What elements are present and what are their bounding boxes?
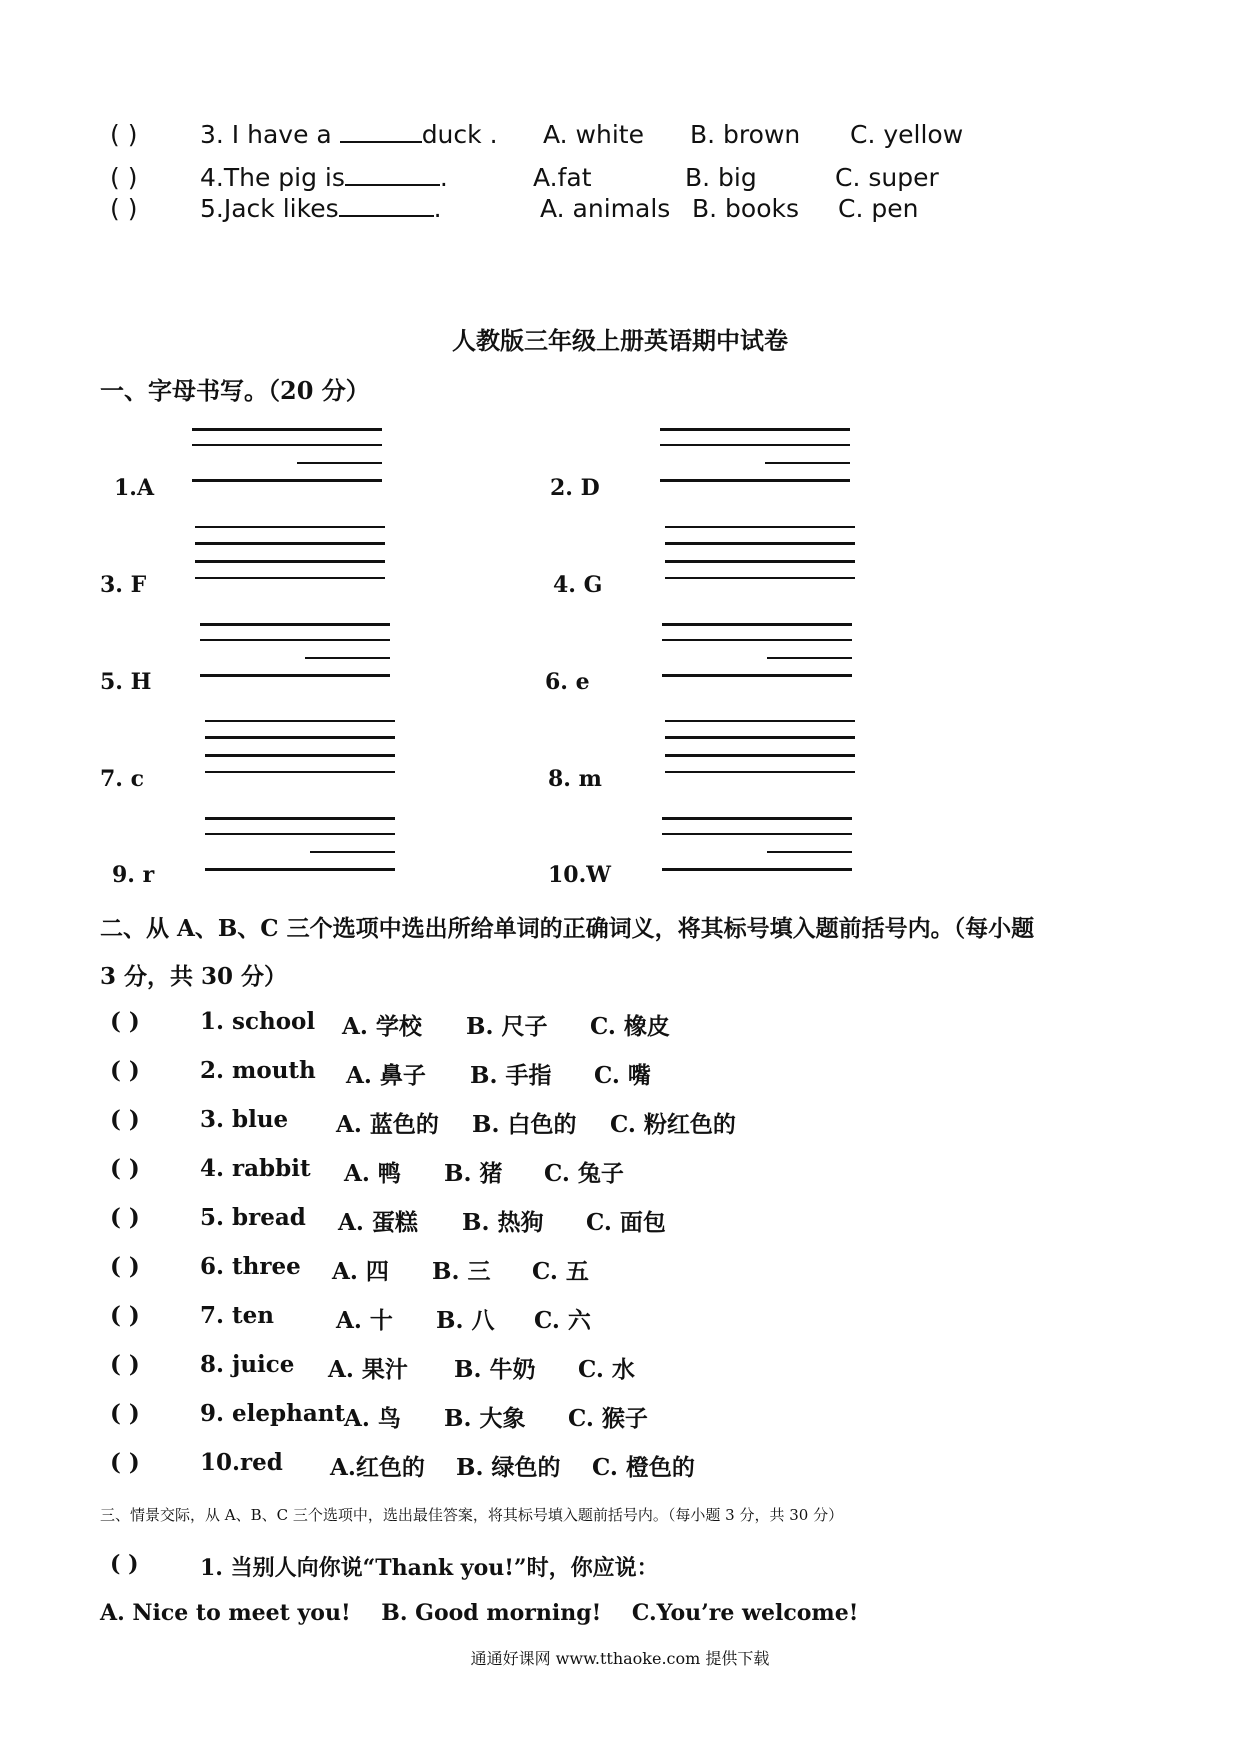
option-b: B. books bbox=[692, 194, 800, 223]
option-c: C. 五 bbox=[532, 1258, 589, 1285]
list-item bbox=[110, 1155, 624, 1187]
word: 3. blue bbox=[200, 1106, 289, 1133]
answer-paren[interactable]: ( ) bbox=[110, 1204, 140, 1231]
answer-paren[interactable]: ( ) bbox=[110, 1302, 140, 1329]
fill-blank[interactable] bbox=[339, 195, 434, 217]
list-item bbox=[110, 1302, 591, 1334]
option-c: C. pen bbox=[838, 194, 919, 223]
option-b: B. 牛奶 bbox=[454, 1356, 536, 1383]
letter-label: 1.A bbox=[114, 475, 155, 501]
letter-label: 10.W bbox=[548, 862, 611, 888]
option-c: C. 橡皮 bbox=[590, 1013, 670, 1040]
option-b: B. 热狗 bbox=[462, 1209, 544, 1236]
option-c: C. 嘴 bbox=[594, 1062, 651, 1089]
option-a: A. 鸭 bbox=[344, 1160, 401, 1187]
option-b: B. 三 bbox=[432, 1258, 491, 1285]
option-c: C. 六 bbox=[534, 1307, 591, 1334]
question-text: 1. 当别人向你说“Thank you!”时，你应说： bbox=[200, 1555, 659, 1581]
option-c: C. 水 bbox=[578, 1356, 635, 1383]
option-b: B. 白色的 bbox=[472, 1111, 577, 1138]
option-c: C. 橙色的 bbox=[592, 1454, 695, 1481]
letter-label: 9. r bbox=[112, 862, 155, 888]
writing-lines[interactable] bbox=[192, 428, 382, 484]
answer-paren[interactable]: ( ) bbox=[110, 1155, 140, 1182]
writing-lines[interactable] bbox=[665, 526, 855, 582]
section2-heading-line2: 3 分，共 30 分） bbox=[100, 963, 288, 990]
answer-paren[interactable]: ( ) bbox=[110, 1551, 139, 1577]
option-b: B. 八 bbox=[436, 1307, 495, 1334]
option-a: A. 蓝色的 bbox=[336, 1111, 439, 1138]
word: 8. juice bbox=[200, 1351, 295, 1378]
writing-lines[interactable] bbox=[200, 623, 390, 679]
option-c: C. super bbox=[835, 163, 939, 192]
list-item bbox=[110, 1351, 635, 1383]
option-c: C. yellow bbox=[850, 120, 964, 149]
option-c: C. 面包 bbox=[586, 1209, 666, 1236]
option-b: B. 猪 bbox=[444, 1160, 503, 1187]
writing-lines[interactable] bbox=[662, 623, 852, 679]
writing-lines[interactable] bbox=[662, 817, 852, 873]
list-item bbox=[110, 1008, 670, 1040]
list-item bbox=[110, 1400, 648, 1432]
word: 5. bread bbox=[200, 1204, 306, 1231]
writing-lines[interactable] bbox=[660, 428, 850, 484]
answer-paren[interactable]: ( ) bbox=[110, 1106, 140, 1133]
fill-blank[interactable] bbox=[345, 164, 440, 186]
dialogue-question bbox=[110, 1551, 659, 1581]
option-a: A. 四 bbox=[332, 1258, 389, 1285]
letter-label: 4. G bbox=[553, 572, 603, 598]
writing-lines[interactable] bbox=[205, 720, 395, 776]
word: 7. ten bbox=[200, 1302, 274, 1329]
letter-label: 8. m bbox=[548, 766, 602, 792]
word: 10.red bbox=[200, 1449, 283, 1476]
option-b: B. 绿色的 bbox=[456, 1454, 561, 1481]
option-a: A. white bbox=[543, 120, 644, 149]
question-text: 5.Jack likes . bbox=[200, 194, 442, 223]
option-b: B. brown bbox=[690, 120, 801, 149]
question-text: 4.The pig is . bbox=[200, 163, 448, 192]
exam-title: 人教版三年级上册英语期中试卷 bbox=[452, 326, 788, 355]
option-a: A. 学校 bbox=[342, 1013, 422, 1040]
option-b: B. 尺子 bbox=[466, 1013, 548, 1040]
option-a: A. 鼻子 bbox=[346, 1062, 426, 1089]
option-a: A. 十 bbox=[336, 1307, 393, 1334]
word: 4. rabbit bbox=[200, 1155, 311, 1182]
letter-label: 2. D bbox=[550, 475, 600, 501]
section1-heading: 一、字母书写。（20 分） bbox=[100, 376, 370, 405]
letter-label: 5. H bbox=[100, 669, 152, 695]
writing-lines[interactable] bbox=[665, 720, 855, 776]
list-item bbox=[110, 1449, 695, 1481]
answer-paren[interactable]: ( ) bbox=[110, 1008, 140, 1035]
list-item bbox=[110, 1204, 666, 1236]
option-b: B. 大象 bbox=[444, 1405, 526, 1432]
section3-heading: 三、情景交际，从 A、B、C 三个选项中，选出最佳答案，将其标号填入题前括号内。（每小题 3 分，共 30 分） bbox=[100, 1506, 844, 1524]
word: 2. mouth bbox=[200, 1057, 316, 1084]
answer-paren[interactable]: ( ) bbox=[110, 1351, 140, 1378]
option-a: A.红色的 bbox=[330, 1454, 425, 1481]
option-a: A. 鸟 bbox=[344, 1405, 401, 1432]
answer-paren[interactable]: ( ) bbox=[110, 120, 138, 149]
word: 1. school bbox=[200, 1008, 316, 1035]
option-c: C. 粉红色的 bbox=[610, 1111, 736, 1138]
option-c: C. 猴子 bbox=[568, 1405, 648, 1432]
option-a: A. animals bbox=[540, 194, 671, 223]
option-c: C. 兔子 bbox=[544, 1160, 624, 1187]
writing-lines[interactable] bbox=[205, 817, 395, 873]
fill-blank[interactable] bbox=[340, 121, 422, 143]
word: 6. three bbox=[200, 1253, 301, 1280]
word: 9. elephant bbox=[200, 1400, 346, 1427]
letter-label: 3. F bbox=[100, 572, 147, 598]
answer-paren[interactable]: ( ) bbox=[110, 1253, 140, 1280]
letter-label: 7. c bbox=[100, 766, 145, 792]
writing-lines[interactable] bbox=[195, 526, 385, 582]
footer-credit: 通通好课网 www.tthaoke.com 提供下载 bbox=[470, 1649, 770, 1668]
list-item bbox=[110, 1253, 589, 1285]
section2-heading-line1: 二、从 A、B、C 三个选项中选出所给单词的正确词义，将其标号填入题前括号内。（每小题 bbox=[100, 915, 1035, 942]
option-a: A. 果汁 bbox=[328, 1356, 408, 1383]
answer-paren[interactable]: ( ) bbox=[110, 163, 138, 192]
answer-paren[interactable]: ( ) bbox=[110, 1449, 140, 1476]
list-item bbox=[110, 1057, 651, 1089]
letter-label: 6. e bbox=[545, 669, 590, 695]
list-item bbox=[110, 1106, 736, 1138]
option-b: B. big bbox=[685, 163, 757, 192]
answer-paren[interactable]: ( ) bbox=[110, 1057, 140, 1084]
option-b: B. 手指 bbox=[470, 1062, 552, 1089]
option-a: A. 蛋糕 bbox=[338, 1209, 418, 1236]
answer-paren[interactable]: ( ) bbox=[110, 194, 138, 223]
dialogue-options: A. Nice to meet you! B. Good morning! C.You’re welcome! bbox=[100, 1600, 859, 1626]
question-text: 3. I have a duck . bbox=[200, 120, 498, 149]
answer-paren[interactable]: ( ) bbox=[110, 1400, 140, 1427]
option-a: A.fat bbox=[533, 163, 592, 192]
